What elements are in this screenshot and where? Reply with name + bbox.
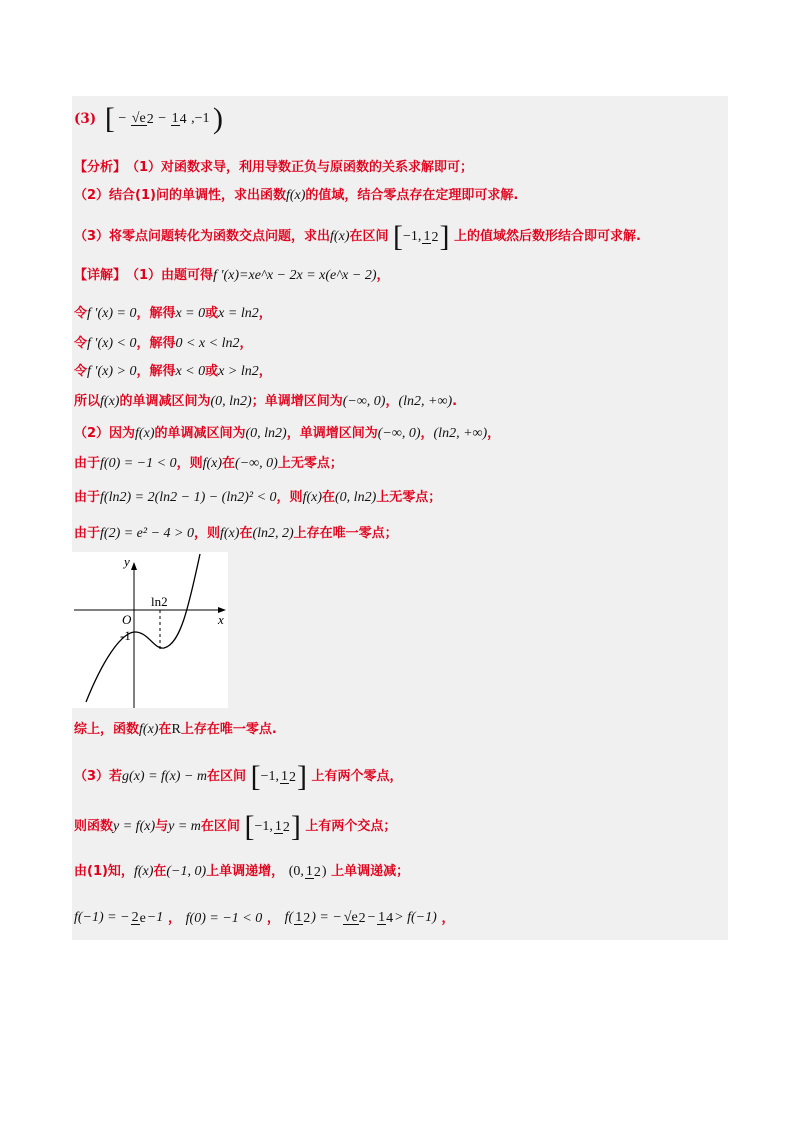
interval-neg1-half: [−1, 12] (393, 220, 450, 253)
ln2-label: ln2 (151, 594, 168, 609)
function-graph (72, 552, 228, 708)
detail-line-6: （2）因为f(x)的单调减区间为(0, ln2)，单调增区间为(−∞, 0)，(ln2, +∞)， (74, 426, 501, 441)
graph-svg (72, 552, 228, 708)
detail-line-8: 由于f(ln2) = 2(ln2 − 1) − (ln2)² < 0，则f(x)在(0, ln2)上无零点； (74, 490, 442, 505)
part3-line-3: 由(1)知，f(x)在(−1, 0)上单调递增， (0, 12) 上单调递减； (74, 864, 410, 880)
summary-line-1: 综上，函数f(x)在R上存在唯一零点. (74, 722, 277, 737)
detail-tag: 【详解】 (74, 268, 127, 283)
y-arrow-icon (131, 562, 137, 570)
analysis-line-2: （2）结合(1)问的单调性，求出函数f(x)的值域，结合零点存在定理即可求解. (74, 188, 519, 203)
detail-line-3: 令f ′(x) < 0，解得0 < x < ln2， (74, 336, 253, 351)
detail-line-2: 令f ′(x) = 0，解得x = 0或x = ln2， (74, 306, 272, 321)
answer-line-3 (74, 104, 223, 134)
origin-label: O (122, 612, 132, 627)
x-label: x (218, 612, 224, 627)
minus1-label: -1 (120, 628, 131, 643)
detail-line-9: 由于f(2) = e² − 4 > 0，则f(x)在(ln2, 2)上存在唯一零点； (74, 526, 398, 541)
analysis-tag: 【分析】 (74, 160, 127, 175)
answer-interval: [ − √e2 − 14 ,−1 ) (104, 102, 223, 135)
answer-label: (3) (74, 111, 97, 127)
part3-line-2: 则函数y = f(x)与y = m在区间 [−1, 12] 上有两个交点； (74, 810, 397, 843)
detail-line-7: 由于f(0) = −1 < 0，则f(x)在(−∞, 0)上无零点； (74, 456, 343, 471)
y-label: y (124, 554, 130, 569)
curve (86, 554, 200, 702)
detail-line-5: 所以f(x)的单调减区间为(0, ln2)；单调增区间为(−∞, 0)，(ln2, +∞). (74, 394, 458, 409)
detail-line-4: 令f ′(x) > 0，解得x < 0或x > ln2， (74, 364, 272, 379)
detail-line-1: 【详解】（1）由题可得f ′(x)=xe^x − 2x = x(e^x − 2)， (74, 266, 390, 287)
analysis-line-3: （3）将零点问题转化为函数交点问题，求出f(x)在区间 [−1, 12] 上的值域然后数形结合即可求解. (74, 220, 641, 253)
analysis-line-1: 【分析】（1）对函数求导，利用导数正负与原函数的关系求解即可； (74, 158, 473, 179)
part3-line-4: f(−1) = − 2e−1 ， f(0) = −1 < 0 ， f( 12) = − √e2− 14> f(−1) ， (74, 910, 455, 926)
part3-line-1: （3）若g(x) = f(x) − m在区间 [−1, 12] 上有两个零点， (74, 760, 403, 793)
